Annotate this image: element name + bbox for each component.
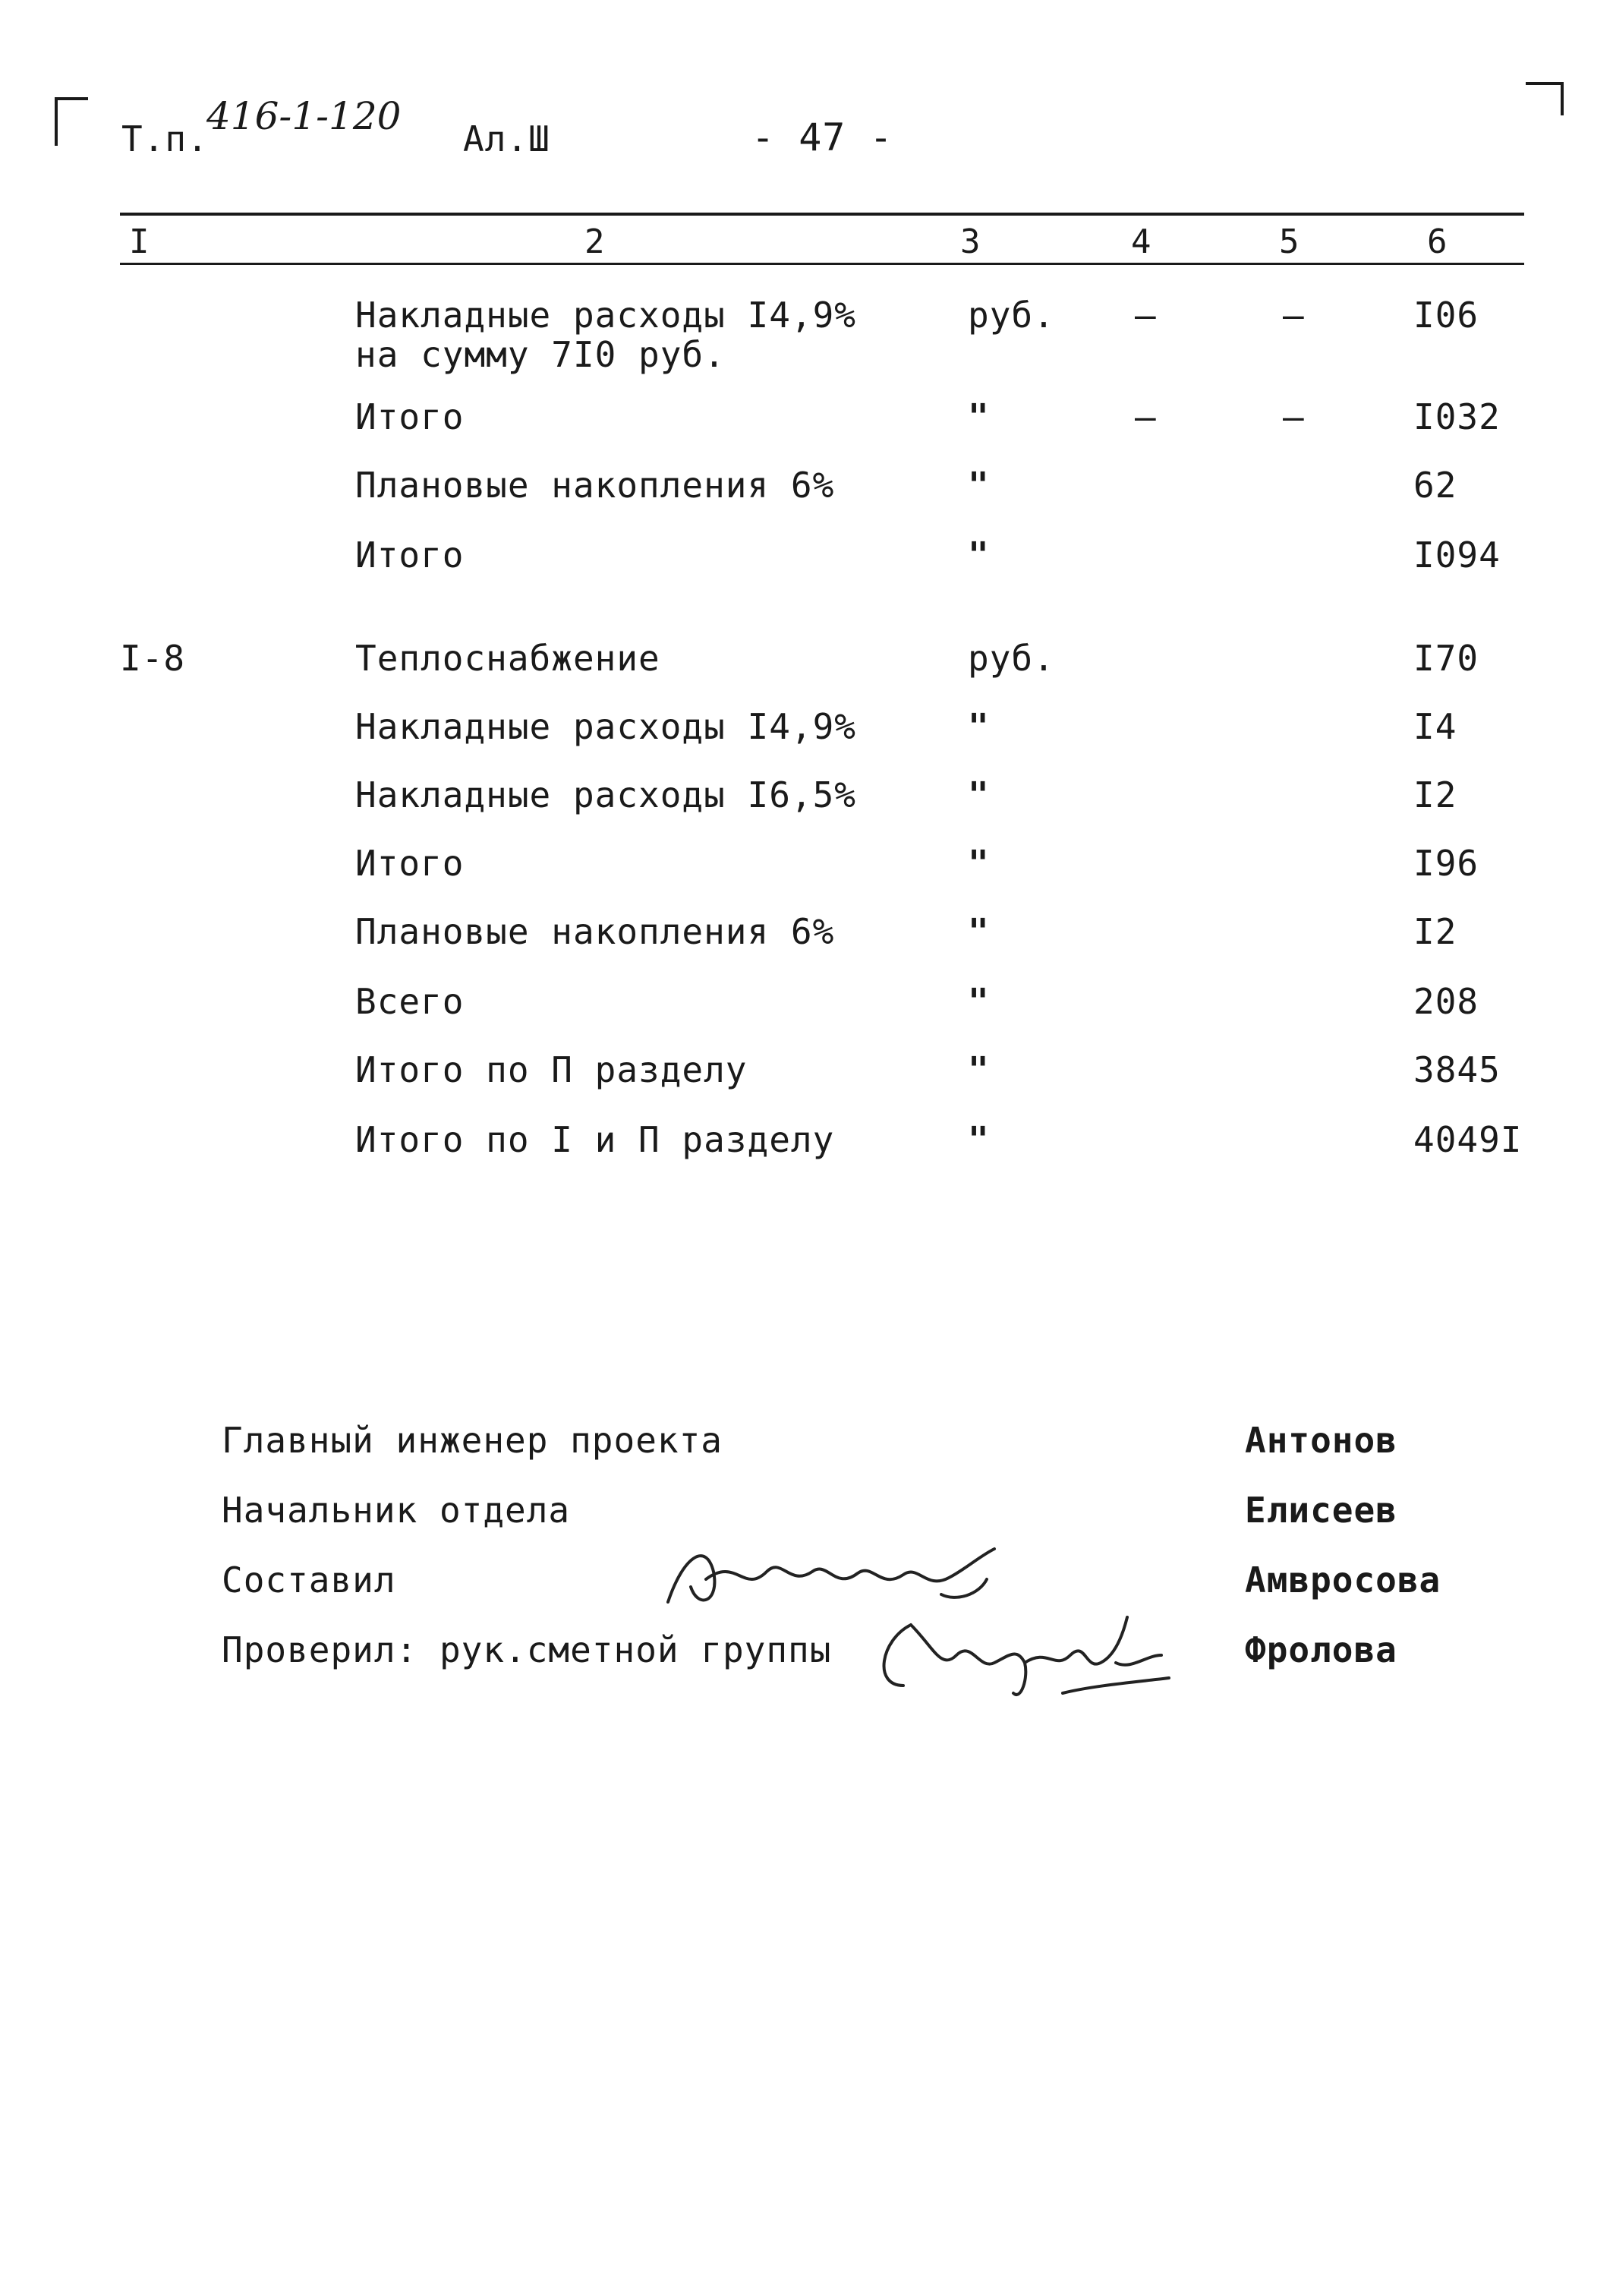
column-header-6: 6 bbox=[1427, 222, 1448, 261]
row-unit: руб. bbox=[968, 638, 1055, 679]
table-header-rule bbox=[120, 263, 1524, 265]
row-unit: " bbox=[968, 981, 990, 1022]
row-value: 62 bbox=[1413, 465, 1457, 506]
row-col4: – bbox=[1135, 396, 1157, 437]
row-value: I032 bbox=[1413, 396, 1501, 437]
project-number: 416-1-120 bbox=[206, 94, 402, 138]
row-unit: " bbox=[968, 843, 990, 884]
signature-name: Амвросова bbox=[1245, 1560, 1441, 1601]
signature-role: Начальник отдела bbox=[222, 1490, 571, 1531]
row-name: Теплоснабжение bbox=[355, 638, 660, 679]
row-name-continued: на сумму 7I0 руб. bbox=[355, 334, 726, 375]
row-value: I96 bbox=[1413, 843, 1479, 884]
column-header-2: 2 bbox=[584, 222, 605, 261]
signature-role: Составил bbox=[222, 1560, 396, 1601]
row-name: Всего bbox=[355, 981, 465, 1022]
row-value: 208 bbox=[1413, 981, 1479, 1022]
row-name: Итого по П разделу bbox=[355, 1049, 748, 1090]
row-unit: " bbox=[968, 1119, 990, 1160]
row-name: Итого bbox=[355, 535, 465, 576]
signature-role: Проверил: рук.сметной группы bbox=[222, 1629, 832, 1670]
row-unit: " bbox=[968, 465, 990, 506]
signature-name: Фролова bbox=[1245, 1629, 1397, 1670]
page-number: - 47 - bbox=[751, 115, 893, 159]
row-value: 3845 bbox=[1413, 1049, 1501, 1090]
row-name: Итого bbox=[355, 843, 465, 884]
signature-checker bbox=[865, 1602, 1184, 1708]
row-value: 4049I bbox=[1413, 1119, 1523, 1160]
column-header-underline bbox=[1424, 263, 1454, 265]
top-left-corner-mark bbox=[55, 97, 88, 146]
row-value: I4 bbox=[1413, 706, 1457, 747]
column-header-underline bbox=[126, 263, 156, 265]
column-header-3: 3 bbox=[960, 222, 981, 261]
row-value: I2 bbox=[1413, 774, 1457, 815]
row-unit: руб. bbox=[968, 295, 1055, 336]
row-value: I2 bbox=[1413, 911, 1457, 952]
row-col5: – bbox=[1283, 396, 1305, 437]
signature-name: Елисеев bbox=[1245, 1490, 1397, 1531]
row-unit: " bbox=[968, 706, 990, 747]
column-header-4: 4 bbox=[1131, 222, 1151, 261]
album-label: Ал.Ш bbox=[463, 118, 550, 159]
row-name: Итого по I и П разделу bbox=[355, 1119, 835, 1160]
row-col4: – bbox=[1135, 295, 1157, 336]
row-unit: " bbox=[968, 911, 990, 952]
row-number: I-8 bbox=[120, 638, 186, 679]
row-value: I094 bbox=[1413, 535, 1501, 576]
table-top-rule bbox=[120, 213, 1524, 216]
row-unit: " bbox=[968, 1049, 990, 1090]
row-name: Накладные расходы I6,5% bbox=[355, 774, 856, 815]
top-right-corner-mark bbox=[1526, 82, 1564, 115]
row-unit: " bbox=[968, 774, 990, 815]
row-name: Итого bbox=[355, 396, 465, 437]
signature-role: Главный инженер проекта bbox=[222, 1420, 723, 1461]
row-unit: " bbox=[968, 535, 990, 576]
row-name: Накладные расходы I4,9% bbox=[355, 706, 856, 747]
row-value: I70 bbox=[1413, 638, 1479, 679]
column-header-1: I bbox=[129, 222, 150, 261]
column-header-5: 5 bbox=[1279, 222, 1300, 261]
row-col5: – bbox=[1283, 295, 1305, 336]
doc-prefix: Т.п. bbox=[121, 118, 209, 159]
row-name: Плановые накопления 6% bbox=[355, 465, 835, 506]
row-name: Плановые накопления 6% bbox=[355, 911, 835, 952]
signature-name: Антонов bbox=[1245, 1420, 1397, 1461]
row-value: I06 bbox=[1413, 295, 1479, 336]
row-unit: " bbox=[968, 396, 990, 437]
row-name: Накладные расходы I4,9% bbox=[355, 295, 856, 336]
